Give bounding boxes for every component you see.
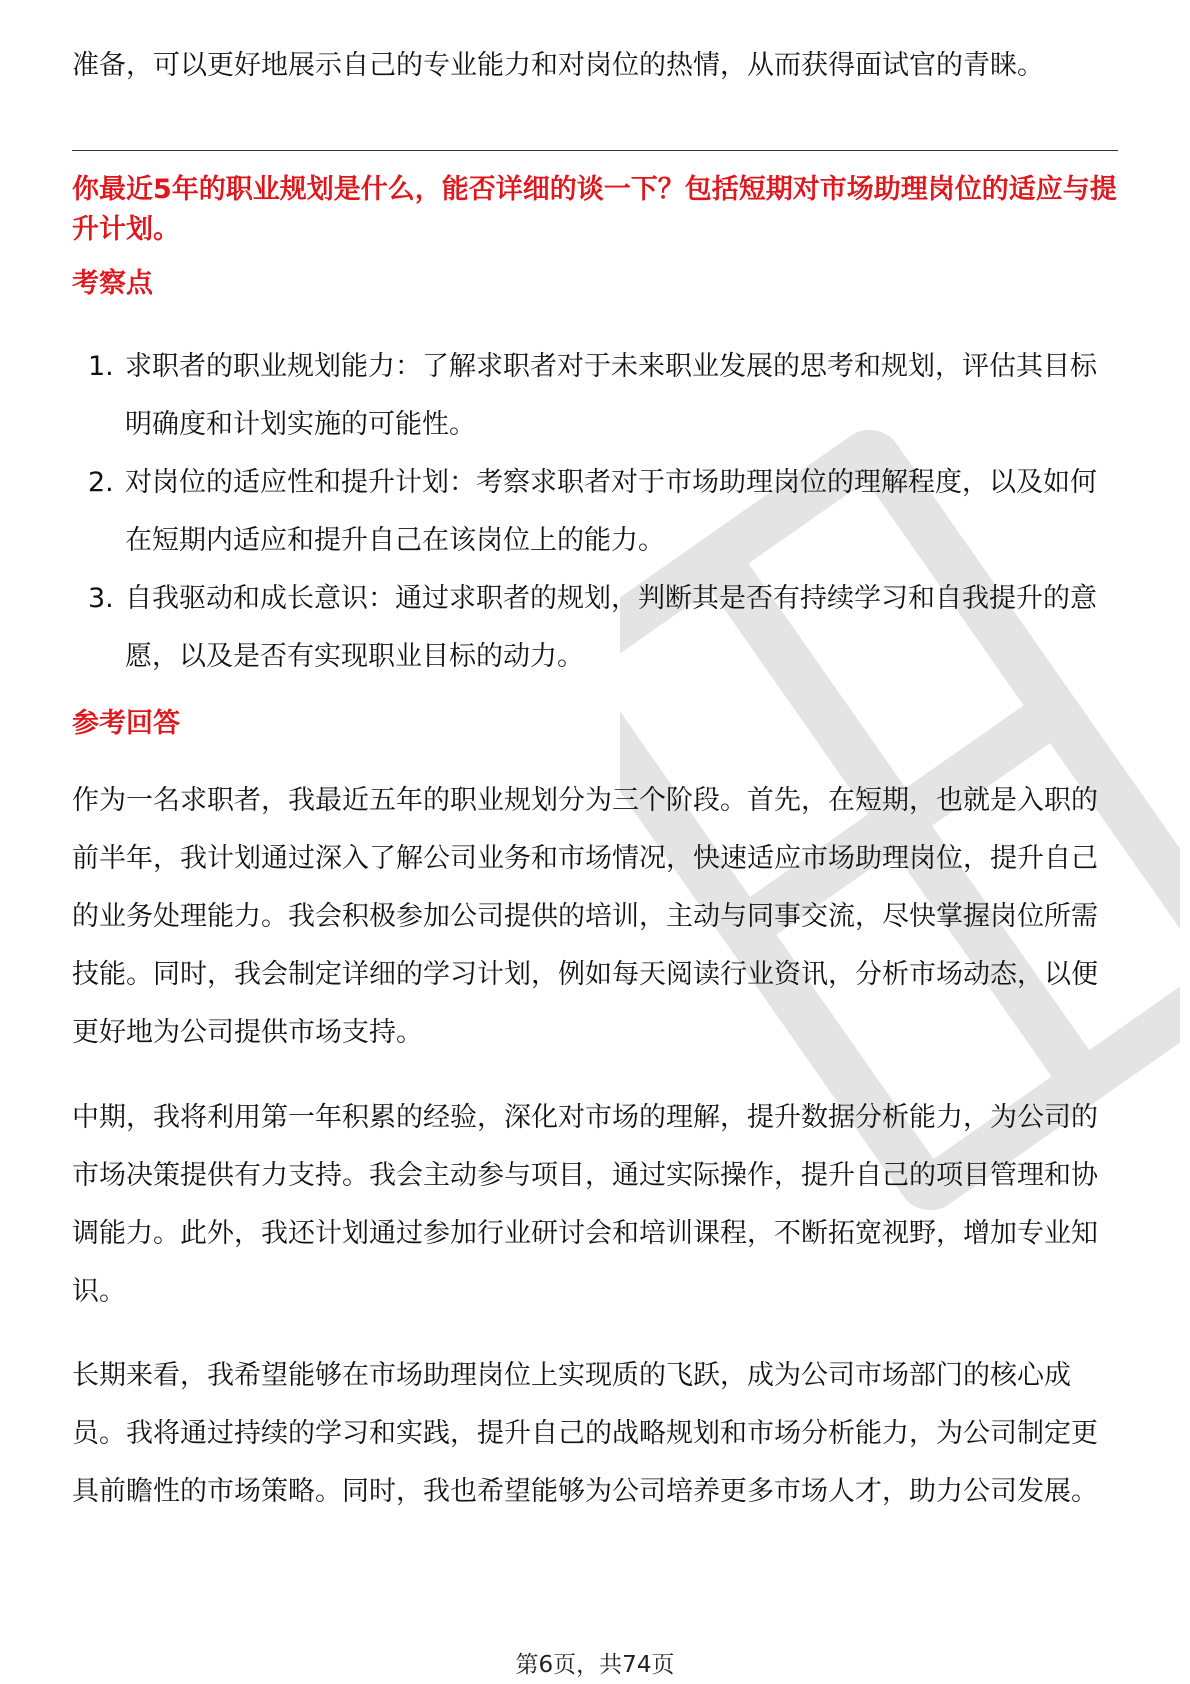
list-item [72,454,1118,570]
question-heading: 你最近5年的职业规划是什么，能否详细的谈一下？包括短期对市场助理岗位的适应与提升计划。 [72,174,1117,245]
intro-text: 准备，可以更好地展示自己的专业能力和对岗位的热情，从而获得面试官的青睐。 [72,50,1044,81]
divider [72,150,1118,151]
list-item-text: 自我驱动和成长意识：通过求职者的规划，判断其是否有持续学习和自我提升的意愿，以及是否有实现职业目标的动力。 [125,583,1097,672]
answer-paragraph-3: 长期来看，我希望能够在市场助理岗位上实现质的飞跃，成为公司市场部门的核心成员。我将通过持续的学习和实践，提升自己的战略规划和市场分析能力，为公司制定更具前瞻性的市场策略。同时，我也希望能够为公司培养更多市场人才，助力公司发展。 [72,1360,1098,1507]
answer-paragraph-2: 中期，我将利用第一年积累的经验，深化对市场的理解，提升数据分析能力，为公司的市场决策提供有力支持。我会主动参与项目，通过实际操作，提升自己的项目管理和协调能力。此外，我还计划通过参加行业研讨会和培训课程，不断拓宽视野，增加专业知识。 [72,1102,1098,1307]
section-title-answer: 参考回答 [72,708,180,739]
list-item [72,338,1118,454]
list-item-text: 对岗位的适应性和提升计划：考察求职者对于市场助理岗位的理解程度，以及如何在短期内适应和提升自己在该岗位上的能力。 [125,467,1097,556]
list-item [72,570,1118,686]
list-item-number: 2. [88,467,114,498]
points-list [72,338,1118,686]
page-footer: 第6页，共74页 [515,1652,675,1678]
list-item-text: 求职者的职业规划能力：了解求职者对于未来职业发展的思考和规划，评估其目标明确度和计划实施的可能性。 [125,351,1097,440]
list-item-number: 1. [88,351,114,382]
answer-paragraph-1: 作为一名求职者，我最近五年的职业规划分为三个阶段。首先，在短期，也就是入职的前半年，我计划通过深入了解公司业务和市场情况，快速适应市场助理岗位，提升自己的业务处理能力。我会积极参加公司提供的培训，主动与同事交流，尽快掌握岗位所需技能。同时，我会制定详细的学习计划，例如每天阅读行业资讯，分析市场动态，以便更好地为公司提供市场支持。 [72,785,1098,1048]
list-item-number: 3. [88,583,114,614]
section-title-points: 考察点 [72,268,153,299]
